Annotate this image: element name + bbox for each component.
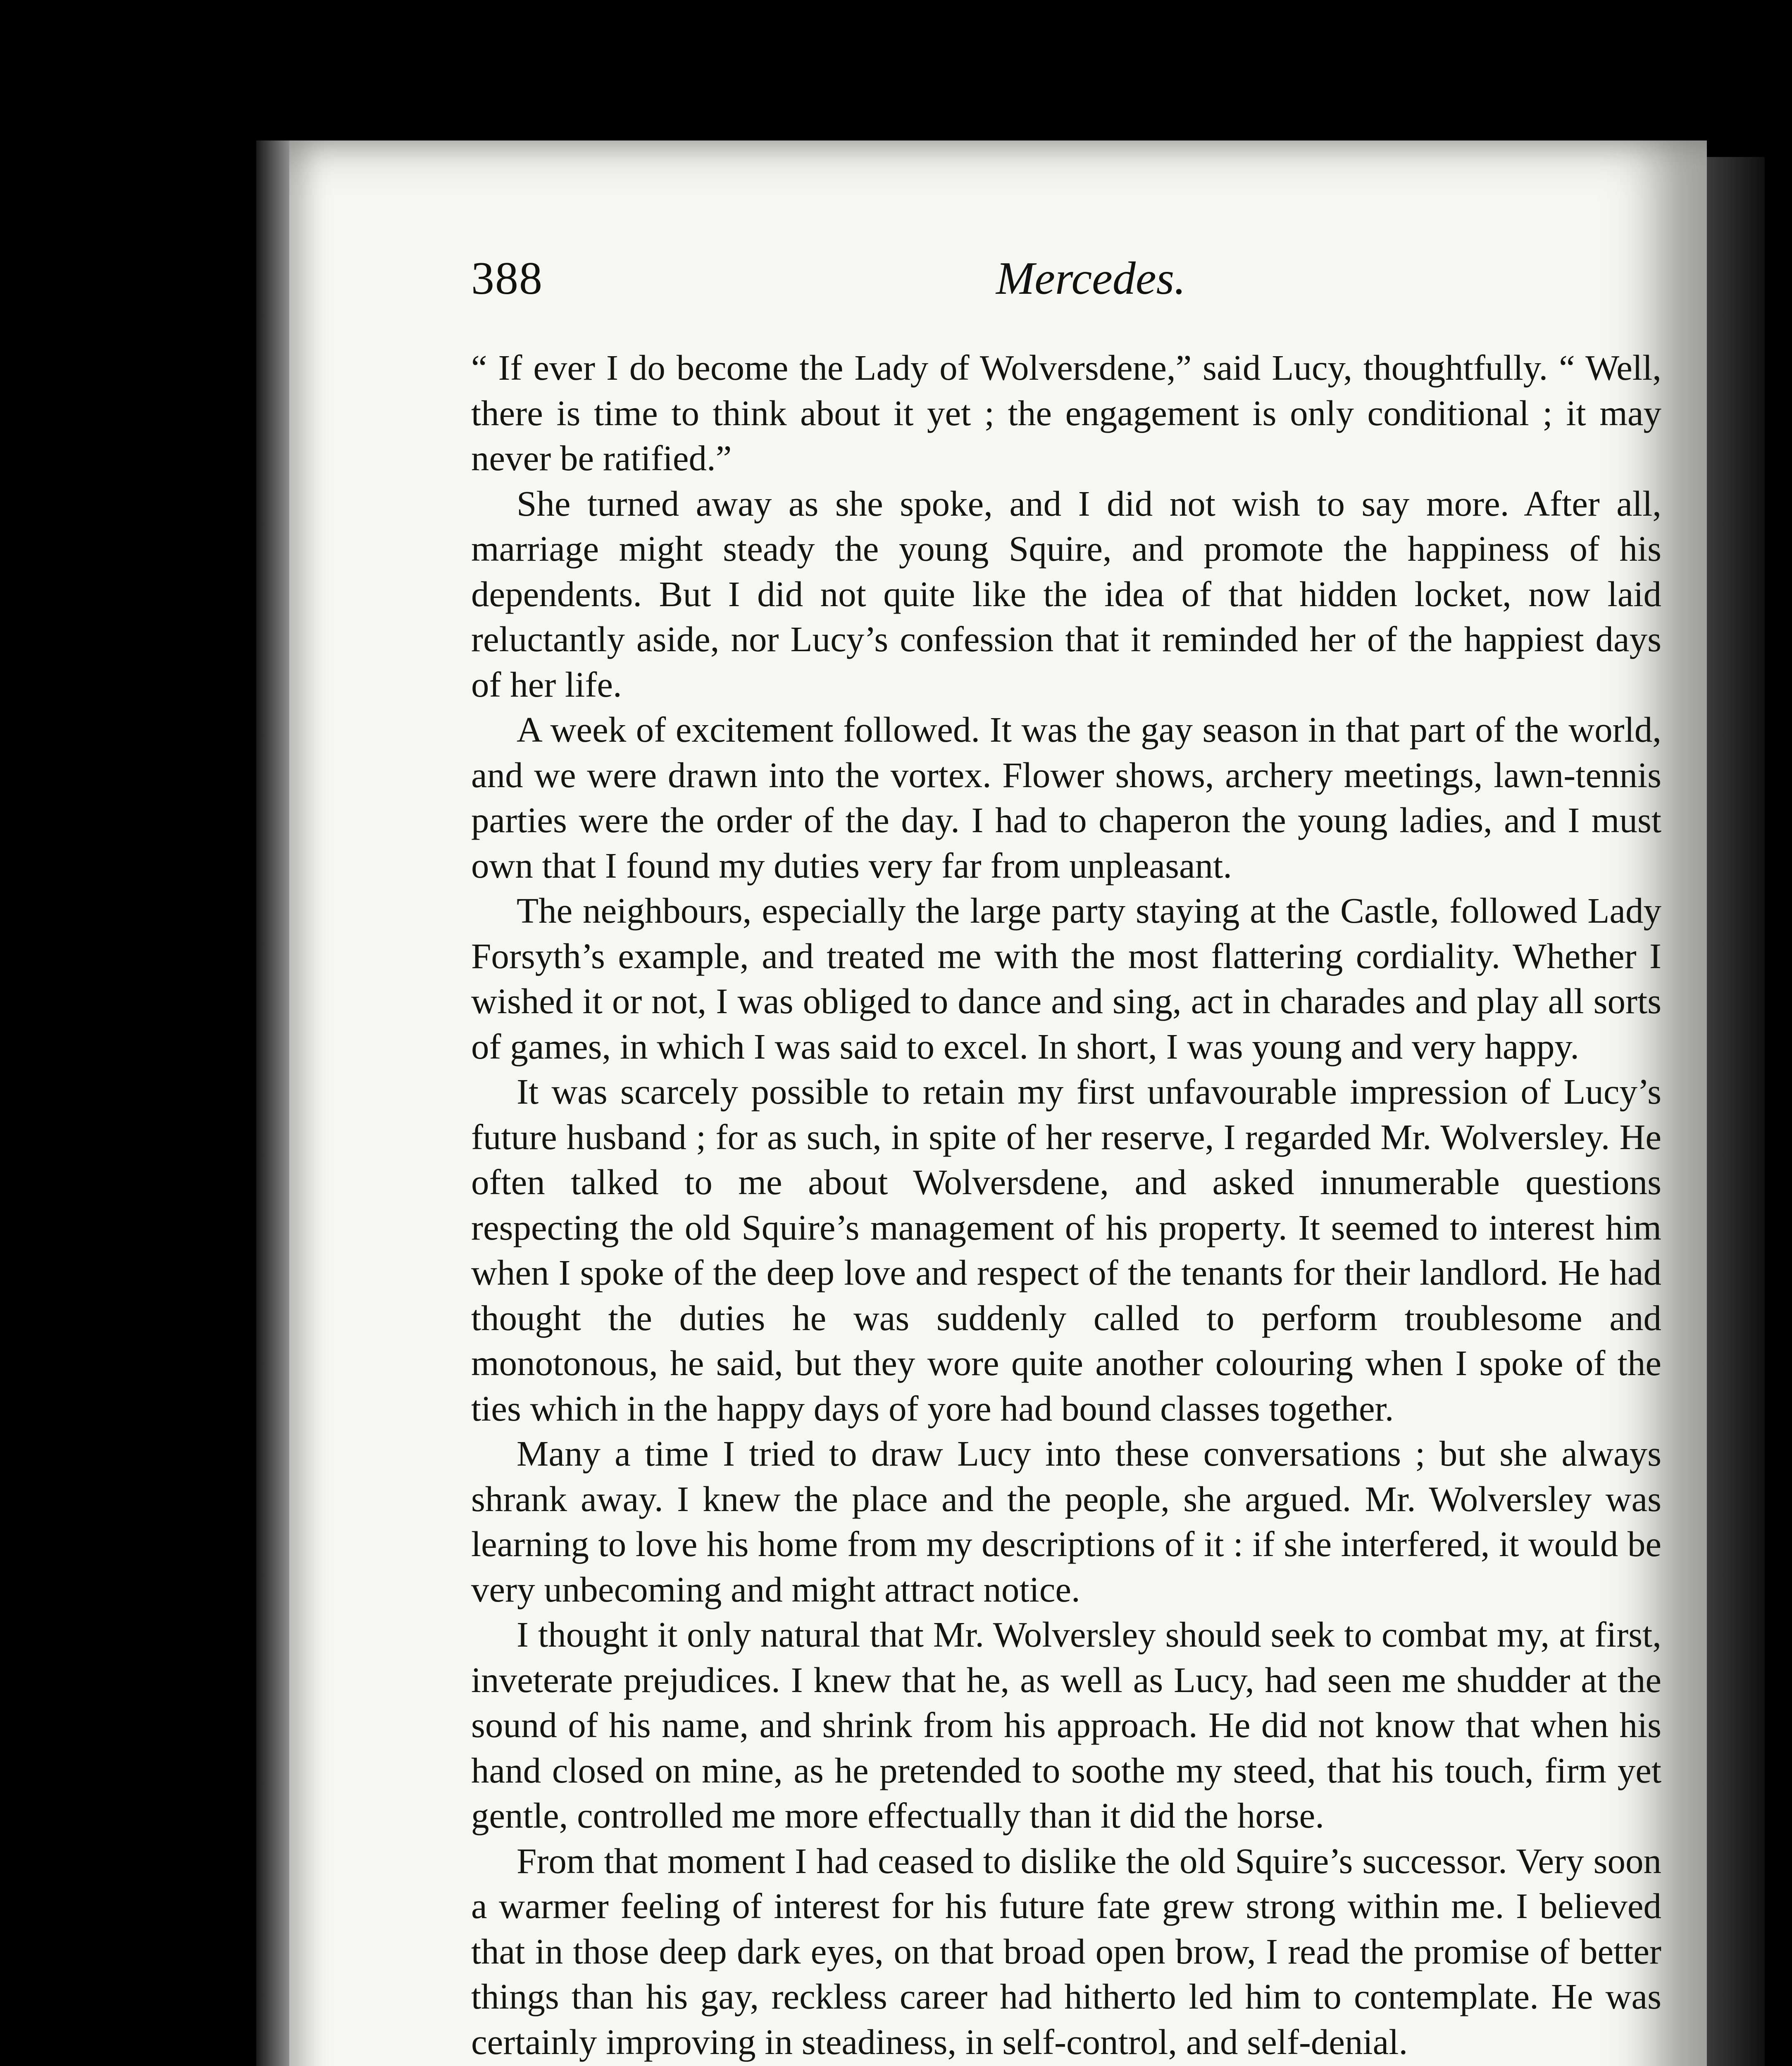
- body-text: [471, 345, 1661, 2066]
- running-title: Mercedes.: [996, 253, 1186, 304]
- page-number: 388: [471, 253, 543, 304]
- paragraph: From that moment I had ceased to dislike the old Squire’s successor. Very soon a warmer feeling of interest for his future fate grew strong within me. I believed that in those deep dark eyes, on that broad open brow, I read the promise of better things than his gay, reckless career had hitherto led him to contemplate. He was certainly improving in steadiness, in self-control, and self-denial.: [471, 1840, 1661, 2062]
- facing-page-edge: [1707, 157, 1765, 2066]
- paragraph: She turned away as she spoke, and I did not wish to say more. After all, marriage might steady the young Squire, and promote the happiness of his dependents. But I did not quite like the idea of that hidden locket, now laid reluctantly aside, nor Lucy’s confession that it reminded her of the happiest days of her life.: [471, 483, 1661, 705]
- paragraph: Many a time I tried to draw Lucy into these conversations ; but she always shrank away. I knew the place and the people, she argued. Mr. Wolversley was learning to love his home from my descriptions of it : if she interfered, it would be very unbecoming and might attract notice.: [471, 1433, 1661, 1609]
- paragraph: I thought it only natural that Mr. Wolversley should seek to combat my, at first, inveterate prejudices. I knew that he, as well as Lucy, had seen me shudder at the sound of his name, and shrink from his approach. He did not know that when his hand closed on mine, as he pretended to soothe my steed, that his touch, firm yet gentle, controlled me more effectually than it did the horse.: [471, 1614, 1661, 1835]
- paragraph: The neighbours, especially the large party staying at the Castle, followed Lady Forsyth’s example, and treated me with the most flattering cordiality. Whether I wished it or not, I was obliged to dance and sing, act in charades and play all sorts of games, in which I was said to excel. In short, I was young and very happy.: [471, 890, 1661, 1066]
- paragraph: “ If ever I do become the Lady of Wolversdene,” said Lucy, thoughtfully. “ Well, there is time to think about it yet ; the engagement is only conditional ; it may never be ratified.”: [471, 348, 1661, 478]
- page-header: [471, 252, 1661, 318]
- paragraph: It was scarcely possible to retain my first unfavourable impression of Lucy’s future husband ; for as such, in spite of her reserve, I regarded Mr. Wolversley. He often talked to me about Wolversdene, and asked innumerable questions respecting the old Squire’s management of his property. It seemed to interest him when I spoke of the deep love and respect of the tenants for their landlord. He had thought the duties he was suddenly called to perform troublesome and monotonous, he said, but they wore quite another colouring when I spoke of the ties which in the happy days of yore had bound classes together.: [471, 1071, 1661, 1428]
- paragraph: [471, 2064, 1661, 2066]
- paragraph: A week of excitement followed. It was the gay season in that part of the world, and we were drawn into the vortex. Flower shows, archery meetings, lawn-tennis parties were the order of the day. I had to chaperon the young ladies, and I must own that I found my duties very far from unpleasant.: [471, 709, 1661, 885]
